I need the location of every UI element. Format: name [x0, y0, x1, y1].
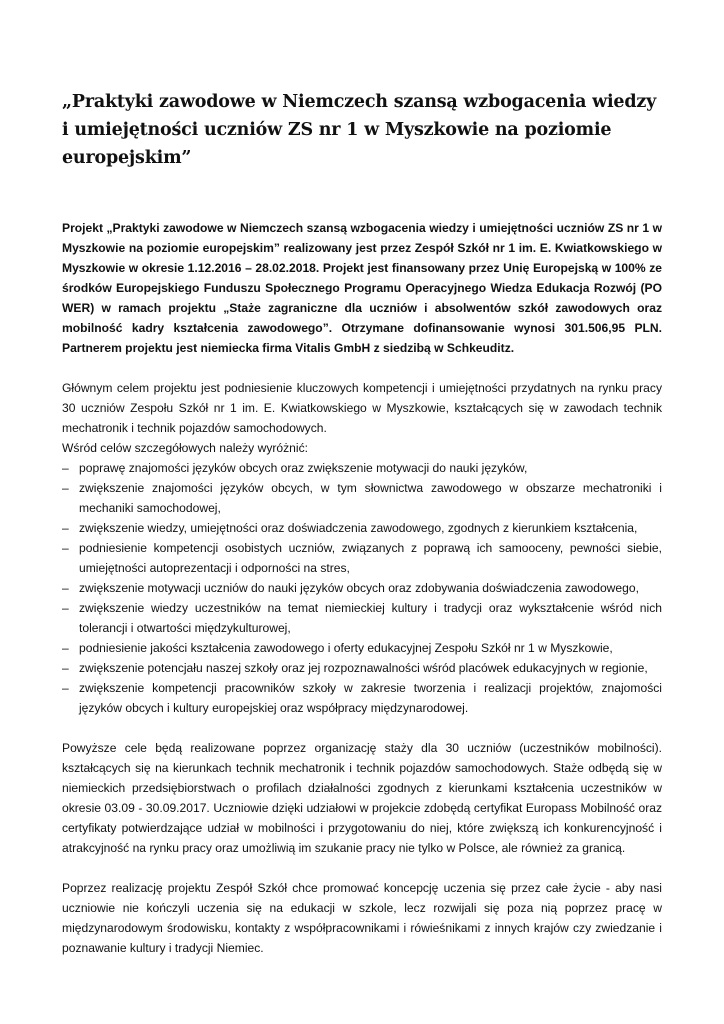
spacer	[62, 718, 662, 738]
list-item	[62, 658, 662, 678]
dash-bullet-icon: –	[62, 521, 69, 535]
list-item-text: zwiększenie potencjału naszej szkoły oraz jej rozpoznawalności wśród placówek edukacyjnych w regionie,	[79, 661, 648, 675]
main-goal-paragraph: Głównym celem projektu jest podniesienie kluczowych kompetencji i umiejętności przydatnych na rynku pracy 30 uczniów Zespołu Szkół nr 1 im. E. Kwiatkowskiego w Myszkowie, kształcących się w zawodach technik mechatronik i technik pojazdów samochodowych.	[62, 381, 662, 435]
dash-bullet-icon: –	[62, 681, 69, 695]
list-item	[62, 598, 662, 638]
list-item-text: zwiększenie wiedzy, umiejętności oraz doświadczenia zawodowego, zgodnych z kierunkiem kształcenia,	[79, 521, 638, 535]
list-item	[62, 638, 662, 658]
list-item-text: zwiększenie znajomości języków obcych, w tym słownictwa zawodowego w obszarze mechatroniki i mechaniki samochodowej,	[79, 481, 662, 515]
list-item-text: poprawę znajomości języków obcych oraz zwiększenie motywacji do nauki języków,	[79, 461, 528, 475]
list-item-text: podniesienie kompetencji osobistych uczniów, związanych z poprawą ich samooceny, pewności siebie, umiejętności autoprezentacji i odporności na stres,	[79, 541, 662, 575]
list-item	[62, 478, 662, 518]
list-item	[62, 518, 662, 538]
goals-intro: Wśród celów szczegółowych należy wyróżnić:	[62, 441, 308, 455]
spacer	[62, 858, 662, 878]
list-item-text: zwiększenie wiedzy uczestników na temat niemieckiej kultury i tradycji oraz wykształcenie wśród nich tolerancji i otwartości międzykulturowej,	[79, 601, 662, 635]
intro-paragraph: Projekt „Praktyki zawodowe w Niemczech szansą wzbogacenia wiedzy i umiejętności uczniów ZS nr 1 w Myszkowie na poziomie europejskim” realizowany jest przez Zespół Szkół nr 1 im. E. Kwiatkowskiego w Myszkowie w okresie 1.12.2016 – 28.02.2018. Projekt jest finansowany przez Unię Europejską w 100% ze środków Europejskiego Funduszu Społecznego Programu Operacyjnego Wiedza Edukacja Rozwój (PO WER) w ramach projektu „Staże zagraniczne dla uczniów i absolwentów szkół zawodowych oraz mobilność kadry kształcenia zawodowego”. Otrzymane dofinansowanie wynosi 301.506,95 PLN. Partnerem projektu jest niemiecka firma Vitalis GmbH z siedzibą w Schkeuditz.	[62, 221, 662, 355]
list-item-text: zwiększenie motywacji uczniów do nauki języków obcych oraz zdobywania doświadczenia zawodowego,	[79, 581, 639, 595]
dash-bullet-icon: –	[62, 541, 69, 555]
document-title: „Praktyki zawodowe w Niemczech szansą wzbogacenia wiedzy i umiejętności uczniów ZS nr 1 w Myszkowie na poziomie europejskim”	[62, 92, 657, 168]
spacer	[62, 358, 662, 378]
dash-bullet-icon: –	[62, 641, 69, 655]
dash-bullet-icon: –	[62, 581, 69, 595]
list-item	[62, 538, 662, 578]
list-item	[62, 678, 662, 718]
dash-bullet-icon: –	[62, 481, 69, 495]
list-item-text: podniesienie jakości kształcenia zawodowego i oferty edukacyjnej Zespołu Szkół nr 1 w Myszkowie,	[79, 641, 613, 655]
dash-bullet-icon: –	[62, 661, 69, 675]
list-item	[62, 578, 662, 598]
dash-bullet-icon: –	[62, 601, 69, 615]
realization-paragraph: Powyższe cele będą realizowane poprzez organizację staży dla 30 uczniów (uczestników mobilności). kształcących się na kierunkach technik mechatronik i technik pojazdów samochodowych. Staże odbędą się w niemieckich przedsiębiorstwach o profilach działalności zgodnych z kierunkami kształcenia uczestników w okresie 03.09 - 30.09.2017. Uczniowie dzięki udziałowi w projekcie zdobędą certyfikat Europass Mobilność oraz certyfikaty potwierdzające udział w mobilności i przygotowaniu do niej, które zwiększą ich konkurencyjność i atrakcyjność na rynku pracy oraz umożliwią im szukanie pracy nie tylko w Polsce, ale również za granicą.	[62, 741, 662, 855]
document-page	[62, 88, 662, 958]
closing-paragraph: Poprzez realizację projektu Zespół Szkół chce promować koncepcję uczenia się przez całe życie - aby nasi uczniowie nie kończyli uczenia się na edukacji w szkole, lecz rozwijali się poza nią poprzez pracę w międzynarodowym środowisku, kontakty z współpracownikami i rówieśnikami z innych krajów czy zwiedzanie i poznawanie kultury i tradycji Niemiec.	[62, 881, 662, 955]
goals-list	[62, 458, 662, 718]
list-item-text: zwiększenie kompetencji pracowników szkoły w zakresie tworzenia i realizacji projektów, znajomości języków obcych i kultury europejskiej oraz współpracy międzynarodowej.	[79, 681, 662, 715]
list-item	[62, 458, 662, 478]
dash-bullet-icon: –	[62, 461, 69, 475]
